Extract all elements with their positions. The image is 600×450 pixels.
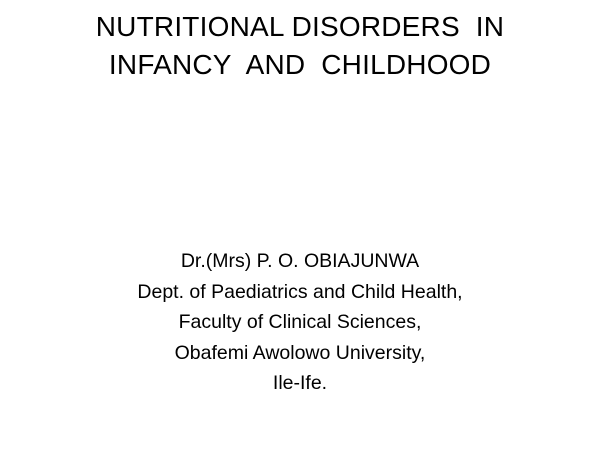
author-name: Dr.(Mrs) P. O. OBIAJUNWA <box>180 250 420 272</box>
title-line-1: NUTRITIONAL DISORDERS IN <box>95 11 505 42</box>
author-block <box>40 246 560 399</box>
title-line-2: INFANCY AND CHILDHOOD <box>108 49 492 80</box>
author-location: Ile-Ife. <box>272 372 328 394</box>
author-department: Dept. of Paediatrics and Child Health, <box>137 280 463 303</box>
author-university: Obafemi Awolowo University, <box>174 341 426 364</box>
author-faculty: Faculty of Clinical Sciences, <box>178 311 422 333</box>
slide-title <box>20 8 580 84</box>
